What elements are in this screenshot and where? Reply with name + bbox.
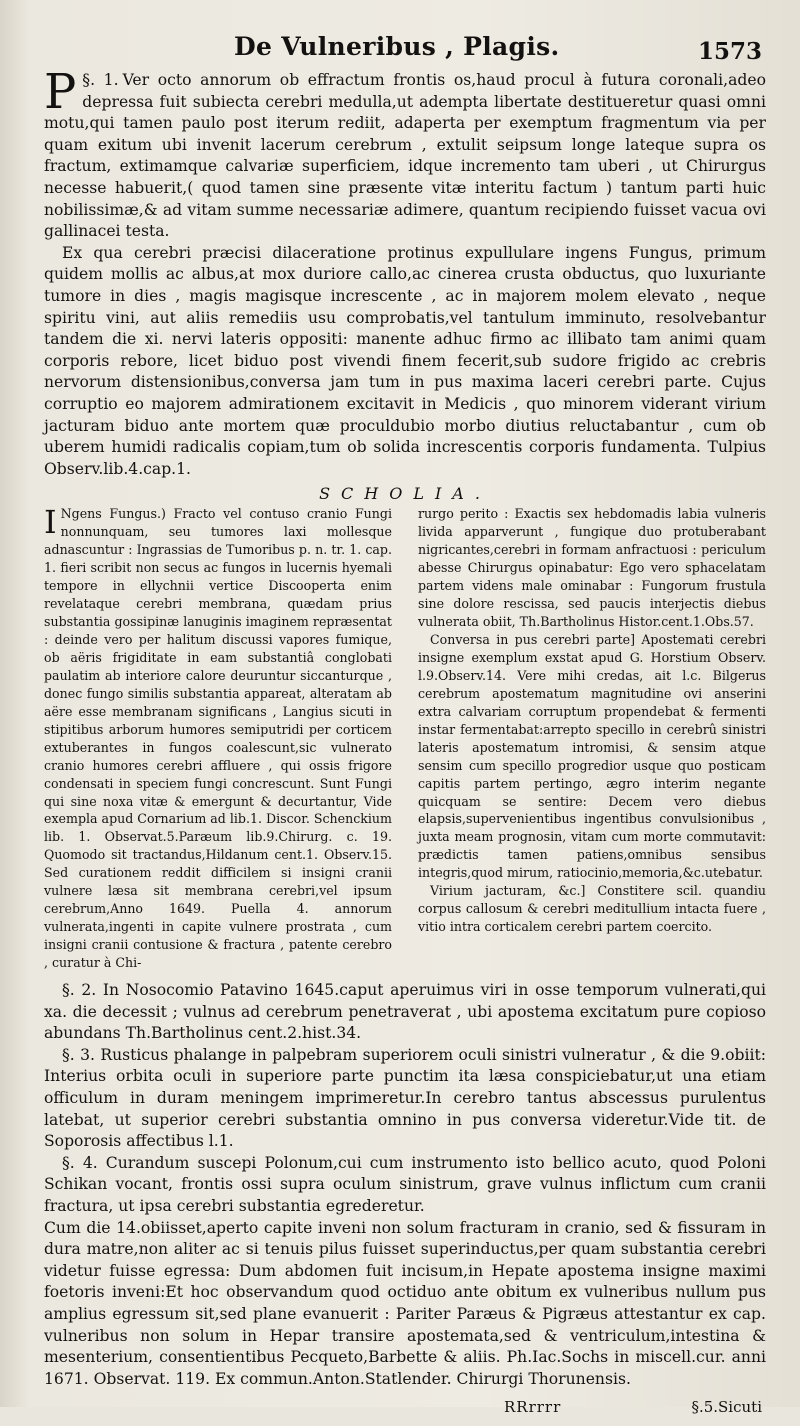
page-number: 1573 [697, 38, 762, 65]
section-2: §. 2. In Nosocomio Patavino 1645.caput aperuimus viri in osse temporum vulnerati,qui xa. die decessit ; vulnus ad cerebrum penetraverat , ubi apostema excitatum pure copioso abundans Th.Bartholinus cent.2.hist.34. [44, 981, 766, 1043]
scholia-right-paragraph-2: Conversa in pus cerebri parte] Apostemati cerebri insigne exemplum exstat apud G. Horstium Observ. l.9.Observ.14. Vere mihi credas, ait l.c. Bilgerus cerebrum apostematum magnitudine ovi anserini extra calvariam corruptum propendebat & fermenti instar fermentabat:arrepto specillo in cerebrû sinistri lateris apostematum intromisi, & sensim atque sensim cum specillo progredior usque quo posticam capitis partem pertingo, ægro interim negante quicquam se sentire: Decem vero diebus elapsis,supervenientibus ingentibus convulsionibus , juxta meam prognosin, vitam cum morte commutavit: prædictis tamen patiens,omnibus sensibus integris,quod mirum, ratiocinio,memoria,&c.utebatur. [418, 631, 766, 881]
scholia-drop-cap: I [44, 503, 57, 542]
section-3: §. 3. Rusticus phalange in palpebram superiorem oculi sinistri vulneratur , & die 9.obiit: Interius orbita oculi in superiore parte punctim ita læsa conspiciebatur,ut una etiam officulum in duram meningem imprimeretur.In cerebro tantus abscessus purulentus latebat, ut superior cerebri substantia omnino in pus conversa videretur.Vide tit. de Soporosis affectibus l.1. [44, 1045, 766, 1151]
catchword: §.5.Sicuti [691, 1398, 762, 1417]
scholia-left-paragraph [44, 505, 392, 972]
paragraph-1-text: Ver octo annorum ob effractum frontis os,haud procul à futura coronali,adeo depressa fuit subiecta cerebri medulla,ut adempta libertate destitueretur quasi omni motu,qui tamen paulo post iterum rediit, adaperta per exemptum fragmentum via per quam exitum ubi invenit lacerum cerebrum , extulit seipsum longe lateque supra os fractum, extimamque calvariæ superficiem, idque incremento tam uberi , ut Chirurgus necesse habuerit,( quod tamen sine præsente vitæ interitu factum ) tantum parti huic nobilissimæ,& ad vitam summe necessariæ adimere, quantum recipiendo fuisset vacua ovi gallinacei testa. [44, 71, 766, 241]
main-text [44, 64, 766, 480]
section-marker: §. 1. [82, 71, 119, 89]
drop-cap: P [44, 64, 77, 120]
scholia-right-paragraph-1: rurgo perito : Exactis sex hebdomadis labia vulneris livida apparverunt , fungique duo protuberabant nigricantes,cerebri in formam anfractuosi : periculum abesse Chirurgus opinabatur: Ego vero sphacelatam partem videns male ominabar : Fungorum frustula sine dolore rescissa, sed paucis interjectis diebus vulnerata obiit, Th.Bartholinus Histor.cent.1.Obs.57. [418, 506, 766, 629]
scholia-columns [44, 505, 766, 972]
page-header [44, 30, 766, 70]
scholia-heading: SCHOLIA. [319, 484, 491, 504]
section-4-continued: Cum die 14.obiisset,aperto capite inveni non solum fracturam in cranio, sed & fissuram in dura matre,non aliter ac si tenuis pilus fuisset superinductus,per quam substantia cerebri videtur fuisse egressa: Dum abdomen fuit incisum,in Hepate apostema insigne maximi foetoris inveni:Et hoc observandum quod octiduo ante obitum ex vulneribus nullum pus amplius egressum sit,sed plane evanuerit : Pariter Paræus & Pigræus attestantur ex cap. vulneribus non solum in Hepar transire apostemata,sed & ventriculum,intestina & mesenterium, consentientibus Pecqueto,Barbette & aliis. Ph.Iac.Sochs in miscell.cur. anni 1671. Observat. 119. Ex commun.Anton.Statlender. Chirurgi Thorunensis. [44, 1218, 766, 1388]
signature-mark: RRrrrr [504, 1398, 562, 1417]
paragraph-1 [44, 64, 766, 243]
section-4: §. 4. Curandum suscepi Polonum,cui cum instrumento isto bellico acuto, quod Poloni Schikan vocant, frontis ossi supra oculum sinistrum, grave vulnus inflictum cum cranii fractura, ut ipsa cerebri substantia egrederetur. [44, 1153, 766, 1215]
scholia-left-column [44, 505, 392, 972]
running-title: De Vulneribus , Plagis. [234, 32, 560, 61]
scholia-left-text: Ngens Fungus.) Fracto vel contuso cranio Fungi nonnunquam, seu tumores laxi mollesque adnascuntur : Ingrassias de Tumoribus p. n. tr. 1. cap. 1. fieri scribit non secus ac fungos in lucernis hyemali tempore in ellychnii vertice Discooperta enim revelataque cerebri membrana, quædam prius substantia gossipinæ lanuginis imaginem repræsentat : deinde vero per halitum discussi vapores fumique, ob aëris frigiditate in eam substantiâ conglobati paulatim ab interiore calore deuruntur siccanturque , donec fungo similis substantia appareat, alteratam ab aëre esse membranam significans , Langius sicuti in stipitibus arborum humores semiputridi per corticem extuberantes in fungos coalescunt,sic vulnerato cranio humores cerebri affluere , qui ossis frigore condensati in speciem fungi concrescunt. Sunt Fungi qui sine noxa vitæ & emergunt & decurtantur, Vide exempla apud Cornarium ad lib.1. Discor. Schenckium lib. 1. Observat.5.Paræum lib.9.Chirurg. c. 19. Quomodo sit tractandus,Hildanum cent.1. Observ.15. Sed curationem reddit difficilem si insigni cranii vulnere læsa sit membrana cerebri,vel ipsum cerebrum,Anno 1649. Puella 4. annorum vulnerata,ingenti in capite vulnere prostrata , cum insigni cranii contusione & fractura , patente cerebro , curatur à Chi- [44, 506, 392, 971]
paragraph-2: Ex qua cerebri præcisi dilaceratione protinus expullulare ingens Fungus, primum quidem mollis ac albus,at mox duriore callo,ac cinerea crusta obductus, quo luxuriante tumore in dies , magis magisque increscente , ac in majorem molem elevato , neque spiritu vini, aut aliis remediis usu comprobatis,vel tantulum imminuto, resolvebantur tandem die xi. nervi lateris oppositi: manente adhuc firmo ac illibato tam animi quam corporis rebore, licet biduo post vivendi finem fecerit,sub sudore frigido ac crebris nervorum distensionibus,conversa jam tum in pus maxima laceri cerebri parte. Cujus corruptio eo majorem admirationem excitavit in Medicis , quo minorem viderant virium jacturam biduo ante mortem quæ proculdubio morbo diutius reluctabantur , cum ob uberem humidi radicalis copiam,tum ob solida increscentis corporis fundamenta. Tulpius Observ.lib.4.cap.1. [44, 243, 766, 478]
page-footer [44, 1396, 766, 1426]
scholia-right-column [418, 505, 766, 972]
lower-text [44, 980, 766, 1390]
scholia-right-paragraph-3: Virium jacturam, &c.] Constitere scil. quandiu corpus callosum & cerebri meditullium intacta fuere , vitio intra corticalem cerebri partem coercito. [418, 883, 766, 935]
